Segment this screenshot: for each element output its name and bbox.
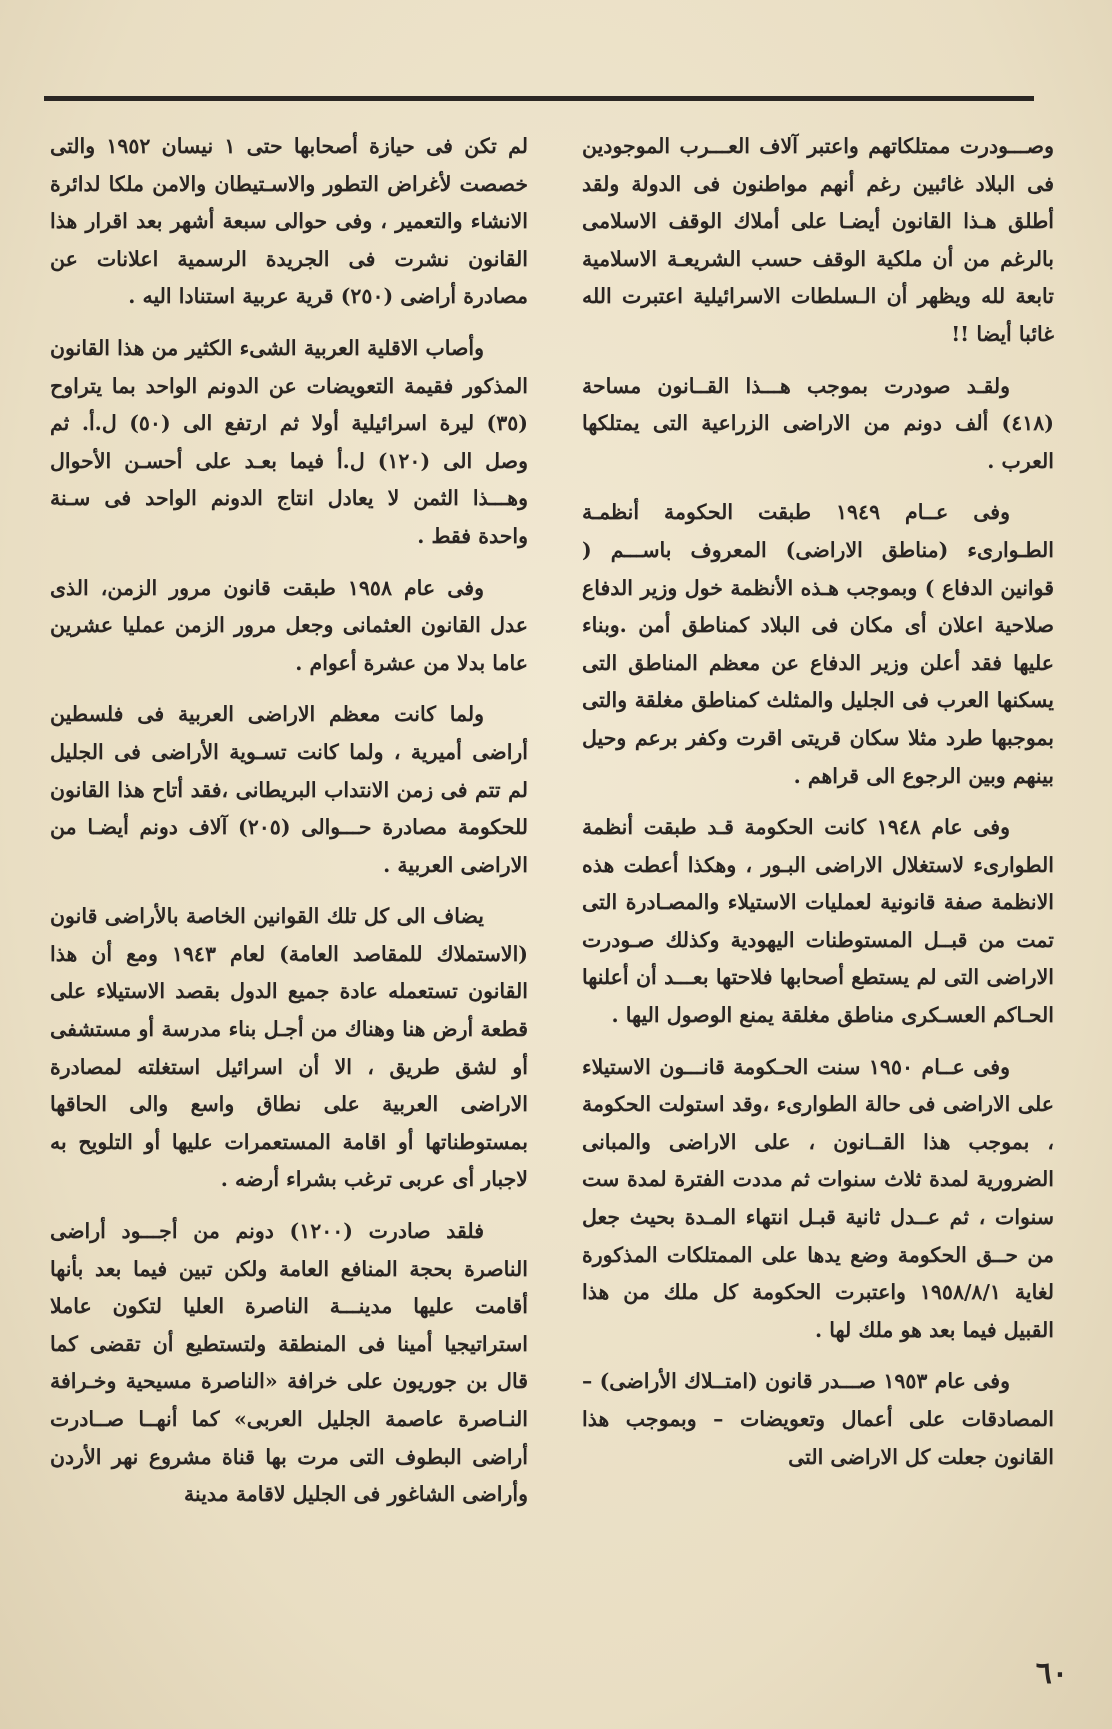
paragraph: وأصاب الاقلية العربية الشىء الكثير من هذا القانون المذكور فقيمة التعويضات عن الدونم الواحد بما يتراوح (٣٥) ليرة اسرائيلية أولا ثم ارتفع الى (٥٠) ل.أ. ثم وصل الى (١٢٠) ل.أ فيما بعـد على أحسـن الأحوال وهـــذا الثمن لا يعادل انتاج الدونم الواحد فى سـنة واحدة فقط .: [50, 335, 528, 548]
paragraph: وفى عــام ١٩٤٩ طبقت الحكومة أنظمـة الطـوارىء (مناطق الاراضى) المعروف باســـم ( قوانين الدفاع ) وبموجب هـذه الأنظمة خول وزير الدفاع صلاحية اعلان أى مكان فى البلاد كمناطق أمن .وبناء عليها فقد أعلن وزير الدفاع عن معظم المناطق التى يسكنها العرب فى الجليل والمثلث كمناطق مغلقة والتى بموجبها طرد مثلا سكان قريتى اقرت وكفر برعم وحيل بينهم وبين الرجوع الى قراهم .: [582, 500, 1054, 788]
paragraph: وصـــودرت ممتلكاتهم واعتبر آلاف العـــرب الموجودين فى البلاد غائبين رغم أنهم مواطنون فى الدولة ولقد أطلق هـذا القانون أيضـا على أملاك الوقف الاسلامى بالرغم من أن ملكية الوقف حسب الشريعـة الاسلامية تابعة لله ويظهر أن الـسلطات الاسرائيلية اعتبرت الله غائبا أيضا !!: [582, 134, 1054, 346]
paragraph: وفى عام ١٩٥٣ صـــدر قانون (امتــلاك الأراضى) – المصادقات على أعمال وتعويضات – وبموجب هذا القانون جعلت كل الاراضى التى: [582, 1369, 1054, 1469]
paragraph: فلقد صادرت (١٢٠٠) دونم من أجـــود أراضى الناصرة بحجة المنافع العامة ولكن تبين فيما بعد بأنها أقامت عليها مدينـــة الناصرة العليا لتكون عاملا استراتيجيا أمينا فى المنطقة ولتستطيع أن تقضى كما قال بن جوريون على خرافة «الناصرة مسيحية وخـرافة النـاصرة عاصمة الجليل العربى» كما أنهــا صــادرت أراضى البطوف التى مرت بها قناة مشروع نهر الأردن وأراضى الشاغور فى الجليل لاقامة مدينة: [50, 1219, 528, 1507]
paragraph: ولما كانت معظم الاراضى العربية فى فلسطين أراضى أميرية ، ولما كانت تسـوية الأراضى فى الجليل لم تتم فى زمن الانتداب البريطانى ،فقد أتاح هذا القانون للحكومة مصادرة حـــوالى (٢٠٥) آلاف دونم أيضـا من الاراضى العربية .: [50, 702, 529, 877]
right-column: [582, 128, 1054, 1490]
paragraph: وفى عام ١٩٤٨ كانت الحكومة قـد طبقت أنظمة الطوارىء لاستغلال الاراضى البـور ، وهكذا أعطت هذه الانظمة صفة قانونية لعمليات الاستيلاء والمصـادرة التى تمت من قبــل المستوطنات اليهودية وكذلك صـودرت الاراضى التى لم يستطع أصحابها فلاحتها بعـــد أن أعلنها الحـاكم العسـكرى مناطق مغلقة يمنع الوصول اليها .: [582, 815, 1054, 1028]
paragraph: وفى عام ١٩٥٨ طبقت قانون مرور الزمن، الذى عدل القانون العثمانى وجعل مرور الزمن عمليا عشرين عاما بدلا من عشرة أعوام .: [50, 575, 528, 675]
paragraph: لم تكن فى حيازة أصحابها حتى ١ نيسان ١٩٥٢ والتى خصصت لأغراض التطور والاسـتيطان والامن ملكا لدائرة الانشاء والتعمير ، وفى حوالى سبعة أشهر بعد اقرار هذا القانون نشرت فى الجريدة الرسمية اعلانات عن مصادرة أراضى (٢٥٠) قرية عربية استنادا اليه .: [50, 134, 528, 309]
left-column: [50, 128, 528, 1528]
paragraph: ولقـد صودرت بموجب هـــذا القــانون مساحة (٤١٨) ألف دونم من الاراضى الزراعية التى يمتلكها العرب .: [582, 373, 1054, 473]
top-rule: [44, 96, 1034, 101]
paragraph: وفى عــام ١٩٥٠ سنت الحـكومة قانـــون الاستيلاء على الاراضى فى حالة الطوارىء ،وقد استولت الحكومة ، بموجب هذا القــانون ، على الاراضى والمبانى الضرورية لمدة ثلاث سنوات ثم مددت الفترة لمدة ست سنوات ، ثم عــدل ثانية قبـل انتهاء المـدة بحيث جعل من حــق الحكومة وضع يدها على الممتلكات المذكورة لغاية ١٩٥٨/٨/١ واعتبرت الحكومة كل ملك من هذا القبيل فيما بعد هو ملك لها .: [582, 1054, 1055, 1342]
page-number: ٦٠: [1035, 1656, 1068, 1691]
paragraph: يضاف الى كل تلك القوانين الخاصة بالأراضى قانون (الاستملاك للمقاصد العامة) لعام ١٩٤٣ ومع أن هذا القانون تستعمله عادة جميع الدول بقصد الاستيلاء على قطعة أرض هنا وهناك من أجـل بناء مدرسة أو مستشفى أو لشق طريق ، الا أن اسرائيل استغلته لمصادرة الاراضى العربية على نطاق واسع والى الحاقها بمستوطناتها أو اقامة المستعمرات عليها أو التلويح به لاجبار أى عربى ترغب بشراء أرضه .: [50, 904, 529, 1192]
